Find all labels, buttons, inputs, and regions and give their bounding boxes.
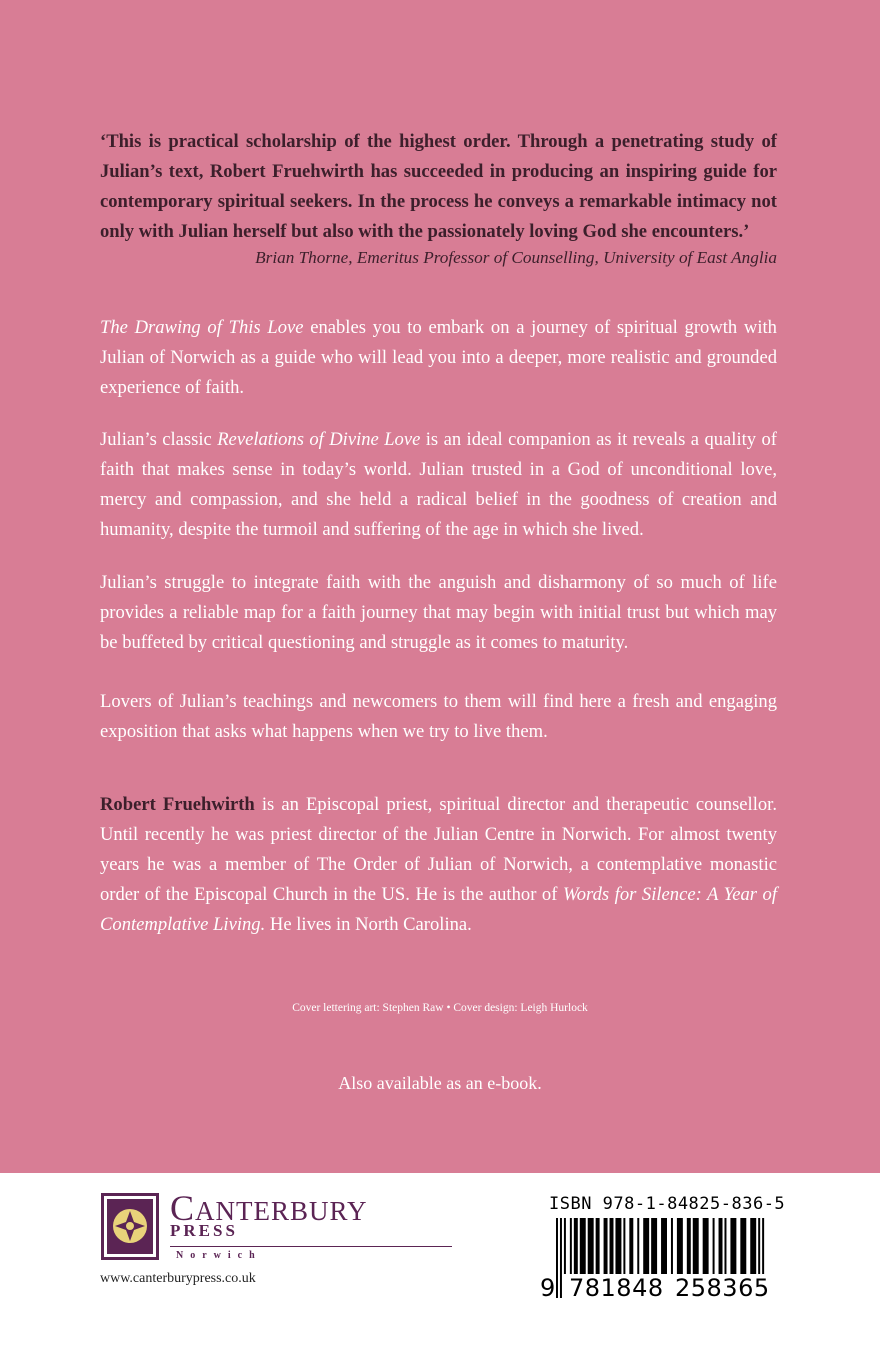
author-bio: Robert Fruehwirth is an Episcopal priest, spiritual director and therapeutic counsellor. Until recently he was priest director of the Julian Centre in Norwich. For almost twenty years he was a member of The Order of Julian of Norwich, a contemplative monastic order of the Episcopal Church in the US. He is the author of Words for Silence: A Year of Contemplative Living. He lives in North Carolina. xyxy=(100,794,777,935)
author-other-book: Words for Silence: A Year of Contemplative Living. xyxy=(100,884,777,935)
barcode-digits-left: 781848 xyxy=(566,1274,667,1302)
barcode-bar xyxy=(604,1218,608,1274)
ebook-note: Also available as an e-book. xyxy=(338,1073,542,1093)
barcode-bar xyxy=(580,1218,586,1274)
barcode-bar xyxy=(637,1218,639,1274)
barcode-bar xyxy=(750,1218,756,1274)
barcode-bar xyxy=(560,1218,562,1298)
barcode-bar xyxy=(588,1218,594,1274)
barcode-bar xyxy=(574,1218,578,1274)
barcode-bar xyxy=(564,1218,566,1274)
barcode-bar xyxy=(623,1218,625,1274)
publisher-logo-icon xyxy=(101,1193,159,1260)
endorsement-attribution: Brian Thorne, Emeritus Professor of Counselling, University of East Anglia xyxy=(255,248,777,267)
barcode-bar xyxy=(556,1218,558,1298)
barcode-bar xyxy=(615,1218,621,1274)
barcode-bar xyxy=(671,1218,673,1274)
referenced-title: Revelations of Divine Love xyxy=(217,429,421,450)
description-paragraph-2: Julian’s classic Revelations of Divine Love is an ideal companion as it reveals a quality of faith that makes sense in today’s world. Julian trusted in a God of unconditional love, mercy and compassion, and she held a radical belief in the goodness of creation and humanity, despite the turmoil and suffering of the age in which she lived. xyxy=(100,429,777,540)
description-paragraph-1: The Drawing of This Love enables you to embark on a journey of spiritual growth with Julian of Norwich as a guide who will lead you into a deeper, more realistic and grounded experience of faith. xyxy=(100,317,777,398)
barcode-bar xyxy=(713,1218,715,1274)
barcode-bar xyxy=(610,1218,614,1274)
endorsement-quote: ‘This is practical scholarship of the highest order. Through a penetrating study of Julian’s text, Robert Fruehwirth has succeeded in producing an inspiring guide for contemporary spiritual seekers. In the process he conveys a remarkable intimacy not only with Julian herself but also with the passionately loving God she encounters.’ xyxy=(100,131,777,242)
barcode-bar xyxy=(693,1218,699,1274)
barcode-bar xyxy=(687,1218,691,1274)
barcode-first-digit: 9 xyxy=(540,1274,556,1302)
publisher-city: Norwich xyxy=(176,1250,262,1261)
barcode-bar xyxy=(661,1218,667,1274)
description-paragraph-3: Julian’s struggle to integrate faith with the anguish and disharmony of so much of life provides a reliable map for a faith journey that may begin with initial trust but which may be buffeted by critical questioning and struggle as it comes to maturity. xyxy=(100,572,777,653)
barcode-bar xyxy=(596,1218,600,1274)
barcode-bar xyxy=(570,1218,572,1274)
barcode-bar xyxy=(719,1218,723,1274)
barcode-bar xyxy=(703,1218,709,1274)
barcode-bar xyxy=(651,1218,657,1274)
publisher-name: CANTERBURY xyxy=(170,1188,368,1228)
isbn-label: ISBN 978-1-84825-836-5 xyxy=(549,1194,786,1214)
barcode-bar xyxy=(677,1218,683,1274)
cross-emblem-icon xyxy=(104,1196,156,1257)
description-paragraph-4: Lovers of Julian’s teachings and newcomers to them will find here a fresh and engaging exposition that asks what happens when we try to live them. xyxy=(100,691,777,742)
barcode-bar xyxy=(629,1218,633,1274)
author-name: Robert Fruehwirth xyxy=(100,794,255,815)
barcode-bar xyxy=(740,1218,746,1274)
publisher-url: www.canterburypress.co.uk xyxy=(100,1271,256,1286)
barcode-bar xyxy=(730,1218,736,1274)
barcode-digits-right: 258365 xyxy=(672,1274,773,1302)
barcode-bar xyxy=(724,1218,726,1274)
cover-credits: Cover lettering art: Stephen Raw • Cover design: Leigh Hurlock xyxy=(292,1002,588,1014)
book-title: The Drawing of This Love xyxy=(100,317,304,338)
barcode-bar xyxy=(643,1218,649,1274)
publisher-divider xyxy=(170,1246,452,1247)
publisher-subname: PRESS xyxy=(170,1221,238,1240)
